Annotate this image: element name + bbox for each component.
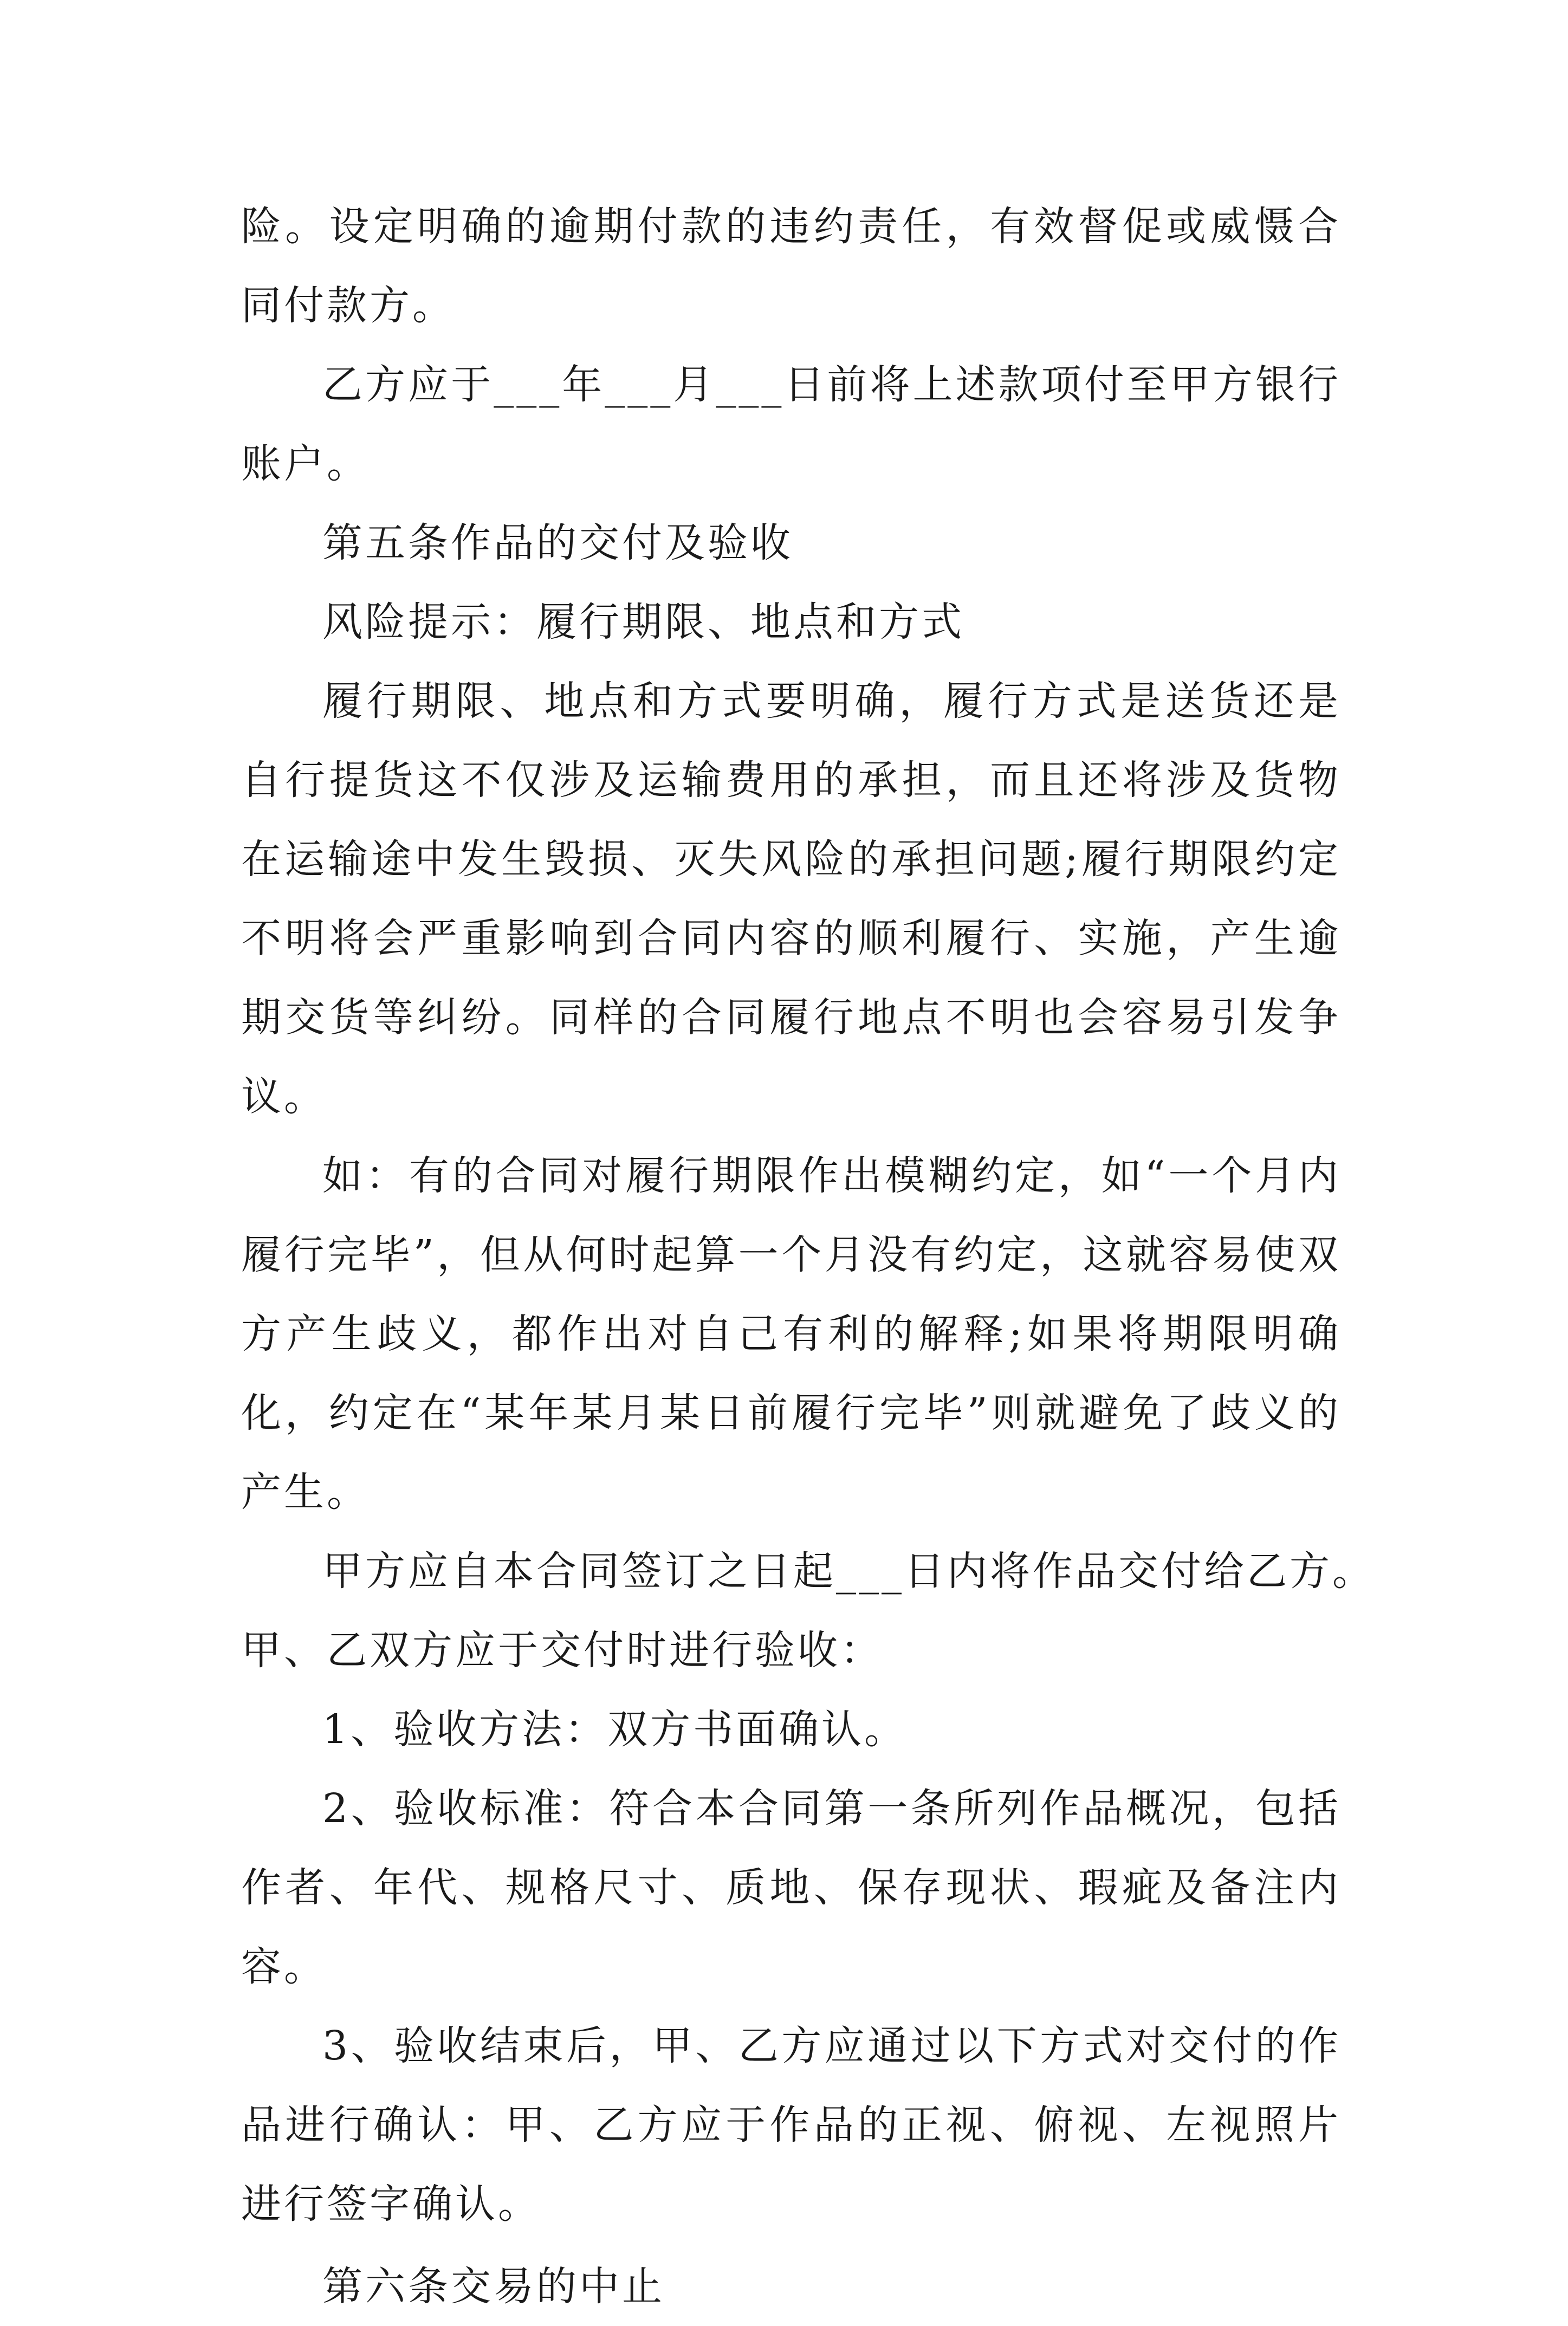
paragraph-payment-risk: 险。设定明确的逾期付款的违约责任，有效督促或威慑合同付款方。 [241,203,1341,329]
document-page [241,187,1375,2326]
paragraph-performance-terms: 履行期限、地点和方式要明确，履行方式是送货还是自行提货这不仅涉及运输费用的承担，而且还将涉及货物在运输途中发生毁损、灭失风险的承担问题;履行期限约定不明将会严重影响到合同内容的顺利履行、实施，产生逾期交货等纠纷。同样的合同履行地点不明也会容易引发争议。 [241,678,1341,1120]
paragraph-delivery: 甲方应自本合同签订之日起___日内将作品交付给乙方。 [322,1548,1375,1595]
paragraph-example: 如：有的合同对履行期限作出模糊约定，如“一个月内履行完毕”，但从何时起算一个月没有约定，这就容易使双方产生歧义，都作出对自己有利的解释;如果将期限明确化，约定在“某年某月某日前履行完毕”则就避免了歧义的产生。 [241,1152,1341,1515]
risk-tip-heading: 风险提示：履行期限、地点和方式 [322,599,964,645]
acceptance-item-1: 1、验收方法：双方书面确认。 [322,1706,908,1753]
paragraph-payment-deadline: 乙方应于___年___月___日前将上述款项付至甲方银行账户。 [241,361,1341,487]
acceptance-item-2: 2、验收标准：符合本合同第一条所列作品概况，包括作者、年代、规格尺寸、质地、保存现状、瑕疵及备注内容。 [241,1785,1341,1990]
paragraph-acceptance-intro: 甲、乙双方应于交付时进行验收： [241,1627,883,1674]
article-6-heading: 第六条交易的中止 [322,2263,665,2310]
article-5-heading: 第五条作品的交付及验收 [322,520,793,566]
acceptance-item-3: 3、验收结束后，甲、乙方应通过以下方式对交付的作品进行确认：甲、乙方应于作品的正视、俯视、左视照片进行签字确认。 [241,2023,1341,2227]
